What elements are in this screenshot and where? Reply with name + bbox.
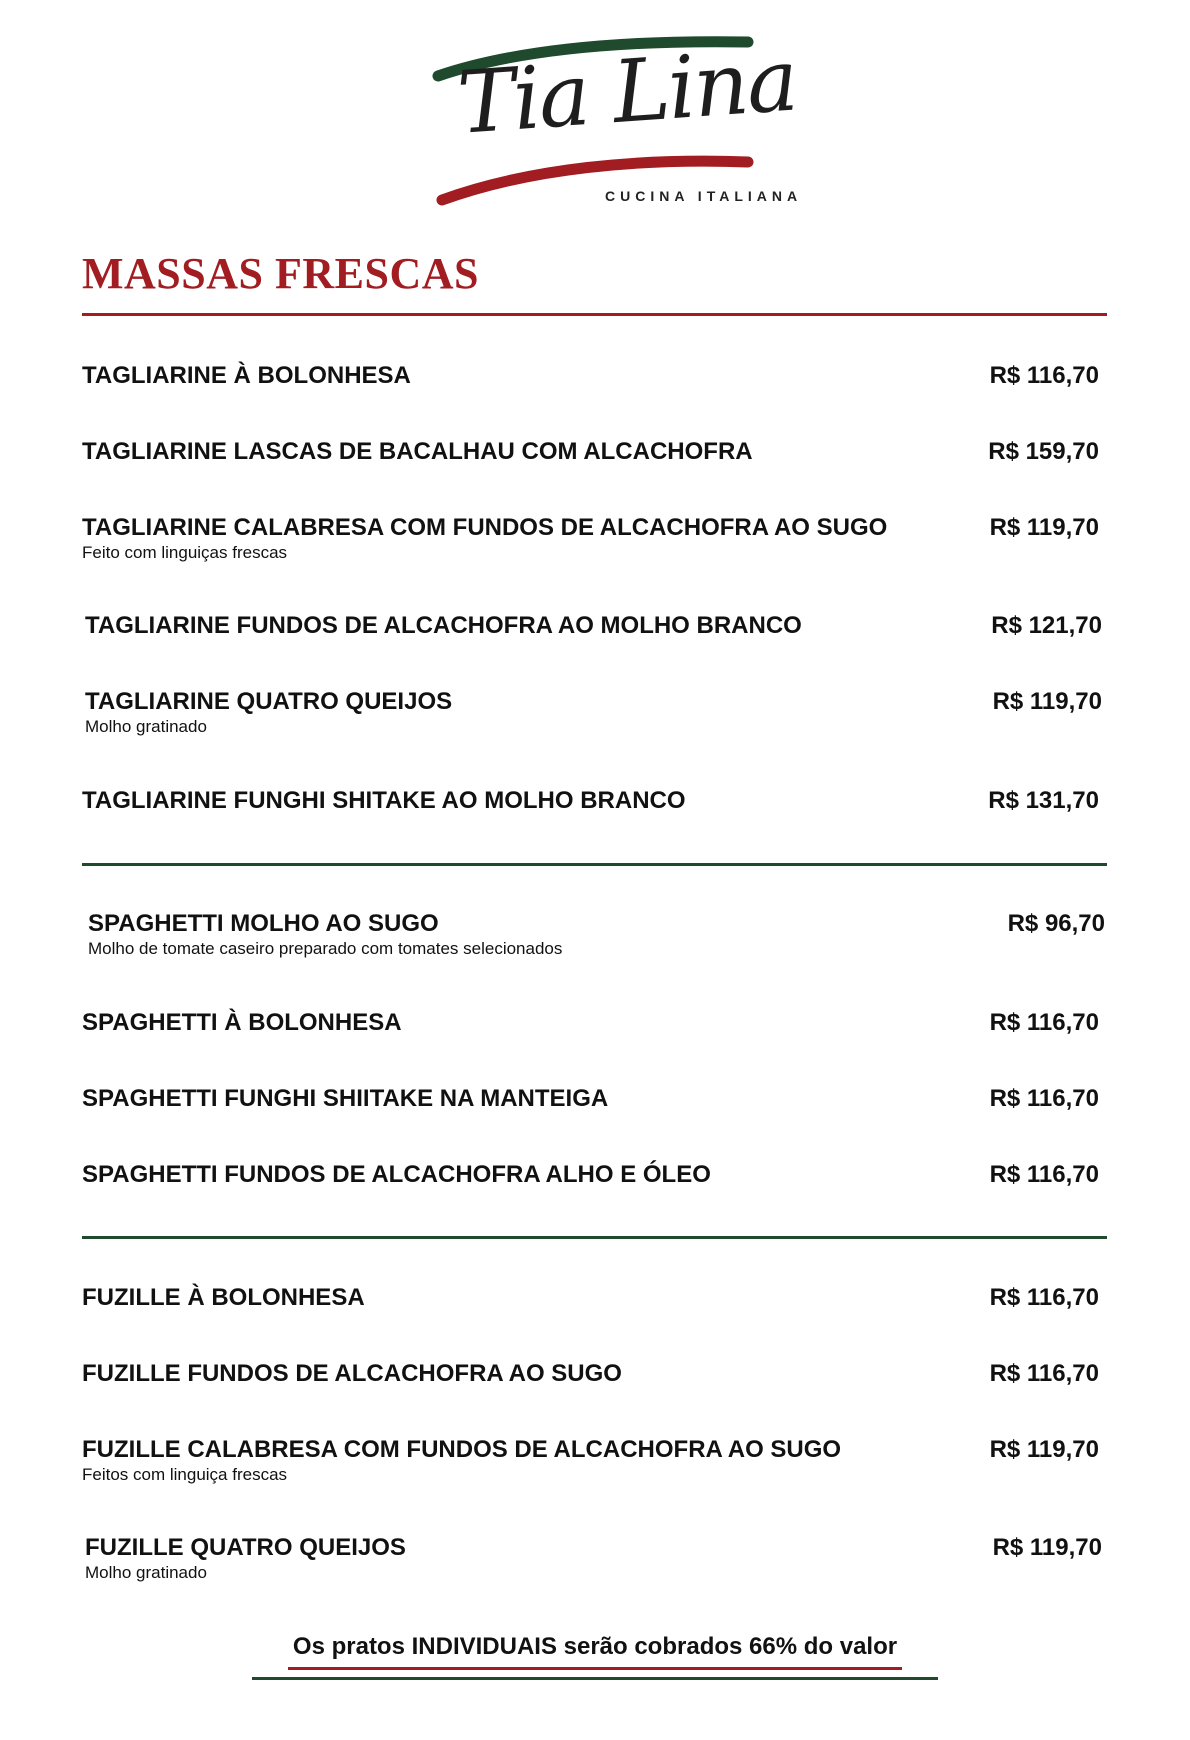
- group-divider: [82, 863, 1107, 866]
- menu-item-name: TAGLIARINE LASCAS DE BACALHAU COM ALCACHOFRA: [82, 438, 753, 465]
- section-title-underline: [82, 313, 1107, 316]
- menu-item-price: R$ 119,70: [989, 1436, 1099, 1463]
- menu-item-description: Feitos com linguiça frescas: [82, 1465, 288, 1484]
- footer-green-rule: [252, 1677, 938, 1680]
- menu-item-name: FUZILLE FUNDOS DE ALCACHOFRA AO SUGO: [82, 1360, 622, 1387]
- menu-item: [82, 438, 1107, 466]
- menu-item: [82, 1360, 1107, 1388]
- brand-logo: [430, 28, 803, 218]
- menu-item: [85, 612, 1110, 640]
- menu-item-price: R$ 116,70: [989, 1085, 1099, 1112]
- menu-item-name: FUZILLE QUATRO QUEIJOS: [85, 1534, 406, 1561]
- menu-item-price: R$ 96,70: [1007, 910, 1105, 937]
- menu-item-name: FUZILLE CALABRESA COM FUNDOS DE ALCACHOFRA AO SUGO: [82, 1436, 842, 1463]
- menu-item-price: R$ 159,70: [988, 438, 1099, 465]
- menu-item: [82, 1436, 1107, 1486]
- menu-item-name: TAGLIARINE FUNGHI SHITAKE AO MOLHO BRANCO: [82, 787, 686, 814]
- menu-item-name: TAGLIARINE FUNDOS DE ALCACHOFRA AO MOLHO BRANCO: [85, 612, 802, 639]
- menu-item-name: TAGLIARINE À BOLONHESA: [82, 362, 411, 389]
- menu-item-name: SPAGHETTI MOLHO AO SUGO: [88, 910, 439, 937]
- menu-item: [82, 1161, 1107, 1189]
- menu-item-price: R$ 116,70: [989, 362, 1099, 389]
- menu-item: [82, 362, 1107, 390]
- group-divider: [82, 1236, 1107, 1239]
- menu-item-name: SPAGHETTI FUNGHI SHIITAKE NA MANTEIGA: [82, 1085, 609, 1112]
- menu-item-name: FUZILLE À BOLONHESA: [82, 1284, 365, 1311]
- menu-item-price: R$ 116,70: [989, 1360, 1099, 1387]
- menu-item-price: R$ 131,70: [988, 787, 1099, 814]
- menu-item: [82, 1009, 1107, 1037]
- menu-item-price: R$ 119,70: [992, 688, 1102, 715]
- menu-item: [82, 1085, 1107, 1113]
- brand-tagline: CUCINA ITALIANA: [605, 188, 803, 204]
- menu-item-price: R$ 119,70: [989, 514, 1099, 541]
- menu-item-price: R$ 116,70: [989, 1284, 1099, 1311]
- menu-item-description: Molho gratinado: [85, 1563, 207, 1582]
- menu-item-price: R$ 116,70: [989, 1009, 1099, 1036]
- menu-item-name: SPAGHETTI À BOLONHESA: [82, 1009, 402, 1036]
- menu-item-price: R$ 121,70: [991, 612, 1102, 639]
- menu-item-description: Molho de tomate caseiro preparado com tomates selecionados: [88, 939, 563, 958]
- menu-item: [85, 1534, 1110, 1584]
- menu-item-description: Molho gratinado: [85, 717, 207, 736]
- menu-item-description: Feito com linguiças frescas: [82, 543, 288, 562]
- menu-item-price: R$ 116,70: [989, 1161, 1099, 1188]
- menu-item: [82, 1284, 1107, 1312]
- menu-item: [85, 688, 1110, 738]
- footer-red-rule: [288, 1667, 902, 1670]
- menu-item-price: R$ 119,70: [992, 1534, 1102, 1561]
- menu-item-name: TAGLIARINE CALABRESA COM FUNDOS DE ALCACHOFRA AO SUGO: [82, 514, 888, 541]
- menu-item: [82, 787, 1107, 815]
- menu-item: [88, 910, 1113, 960]
- section-title: MASSAS FRESCAS: [82, 249, 479, 298]
- menu-item: [82, 514, 1107, 564]
- menu-item-name: TAGLIARINE QUATRO QUEIJOS: [85, 688, 453, 715]
- menu-item-name: SPAGHETTI FUNDOS DE ALCACHOFRA ALHO E ÓLEO: [82, 1161, 711, 1188]
- individual-pricing-note: Os pratos INDIVIDUAIS serão cobrados 66% do valor: [292, 1633, 898, 1660]
- brand-name: Tia Lina: [454, 30, 800, 154]
